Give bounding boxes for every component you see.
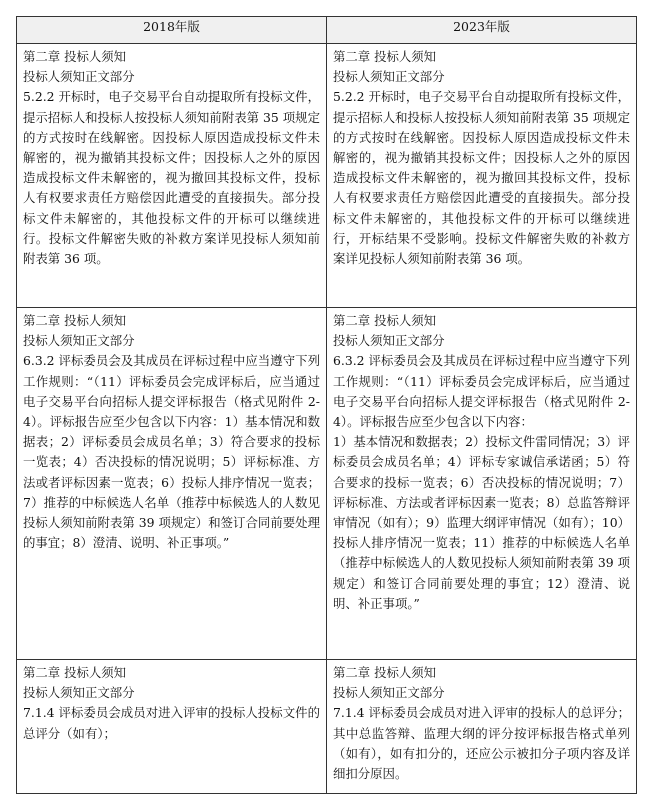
cell-2023 — [327, 660, 637, 794]
cell-2023 — [327, 308, 637, 660]
section-title: 投标人须知正文部分 — [333, 69, 445, 85]
table-row — [17, 308, 637, 660]
clause-text: 6.3.2 评标委员会及其成员在评标过程中应当遵守下列工作规则：“（11）评标委员会完成评标后，应当通过电子交易平台向招标人提交评标报告（格式见附件 2-4）。评标报告应至少包含以下内容： — [333, 353, 630, 430]
section-title: 投标人须知正文部分 — [23, 333, 135, 349]
clause-text: 7.1.4 评标委员会成员对进入评审的投标人投标文件的总评分（如有）； — [23, 705, 320, 741]
chapter-title: 第二章 投标人须知 — [333, 49, 437, 64]
section-title: 投标人须知正文部分 — [23, 69, 135, 85]
chapter-title: 第二章 投标人须知 — [333, 665, 437, 680]
header-2023: 2023年版 — [327, 17, 637, 44]
chapter-title: 第二章 投标人须知 — [23, 49, 127, 64]
comparison-table-container — [16, 16, 636, 794]
header-2018: 2018年版 — [17, 17, 327, 44]
section-title: 投标人须知正文部分 — [23, 685, 135, 701]
cell-2018 — [17, 660, 327, 794]
table-row — [17, 44, 637, 308]
chapter-title: 第二章 投标人须知 — [23, 313, 127, 328]
comparison-table — [16, 16, 637, 794]
header-row — [17, 17, 637, 44]
chapter-title: 第二章 投标人须知 — [333, 313, 437, 328]
clause-text: 7.1.4 评标委员会成员对进入评审的投标人的总评分；其中总监答辩、监理大纲的评分按评标报告格式单列（如有），如有扣分的，还应公示被扣分子项内容及详细扣分原因。 — [333, 705, 630, 782]
table-row — [17, 660, 637, 794]
clause-text: 5.2.2 开标时，电子交易平台自动提取所有投标文件，提示招标人和投标人按投标人须知前附表第 35 项规定的方式按时在线解密。因投标人原因造成投标文件未解密的，视为撤销其投标文件；因投标人之外的原因造成投标文件未解密的，视为撤回其投标文件，投标人有权要求责任方赔偿因此遭受的直接损失。部分投标文件未解密的，其他投标文件的开标可以继续进行，开标结果不受影响。投标文件解密失败的补救方案详见投标人须知前附表第 36 项。 — [333, 89, 630, 267]
cell-2018 — [17, 44, 327, 308]
clause-list-text: 1）基本情况和数据表；2）投标文件雷同情况；3）评标委员会成员名单；4）评标专家诚信承诺函；5）符合要求的投标一览表；6）否决投标的情况说明；7）评标标准、方法或者评标因素一览表；8）总监答辩评审情况（如有）；9）监理大纲评审情况（如有）；10）投标人排序情况一览表；11）推荐的中标候选人名单（推荐中标候选人的人数见投标人须知前附表第 39 项规定）和签订合同前要处理的事宜；12）澄清、说明、补正事项。” — [333, 434, 630, 611]
clause-text: 6.3.2 评标委员会及其成员在评标过程中应当遵守下列工作规则：“（11）评标委员会完成评标后，应当通过电子交易平台向招标人提交评标报告（格式见附件 2-4）。评标报告应至少包含以下内容：1）基本情况和数据表；2）评标委员会成员名单；3）符合要求的投标一览表；4）否决投标的情况说明；5）评标标准、方法或者评标因素一览表；6）投标人排序情况一览表；7）推荐的中标候选人名单（推荐中标候选人的人数见投标人须知前附表第 39 项规定）和签订合同前要处理的事宜；8）澄清、说明、补正事项。” — [23, 353, 320, 551]
cell-2018 — [17, 308, 327, 660]
cell-2023 — [327, 44, 637, 308]
clause-text: 5.2.2 开标时，电子交易平台自动提取所有投标文件，提示招标人和投标人按投标人须知前附表第 35 项规定的方式按时在线解密。因投标人原因造成投标文件未解密的，视为撤销其投标文件；因投标人之外的原因造成投标文件未解密的，视为撤回其投标文件，投标人有权要求责任方赔偿因此遭受的直接损失。部分投标文件未解密的，其他投标文件的开标可以继续进行。投标文件解密失败的补救方案详见投标人须知前附表第 36 项。 — [23, 89, 320, 267]
chapter-title: 第二章 投标人须知 — [23, 665, 127, 680]
section-title: 投标人须知正文部分 — [333, 685, 445, 701]
section-title: 投标人须知正文部分 — [333, 333, 445, 349]
